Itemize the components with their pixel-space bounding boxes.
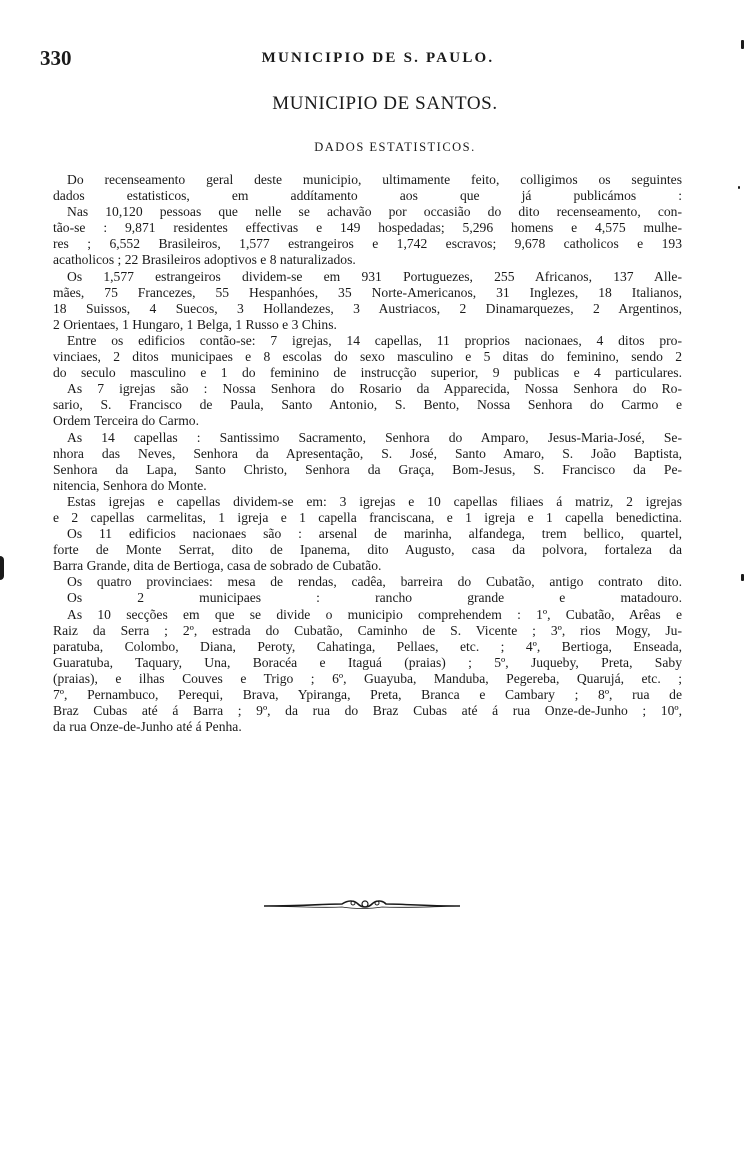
body-line: 2 Orientaes, 1 Hungaro, 1 Belga, 1 Russo e 3 Chins. [53,316,337,332]
section-subtitle: DADOS ESTATISTICOS. [314,140,476,154]
body-line: sario, S. Francisco de Paula, Santo Antonio, S. Bento, Nossa Senhora do Carmo e [53,397,682,413]
margin-speck [741,40,744,49]
section-title: MUNICIPIO DE SANTOS. [272,93,498,114]
body-line: 18 Suissos, 4 Suecos, 3 Hollandezes, 3 Austriacos, 2 Dinamarquezes, 2 Argentinos, [53,300,682,316]
body-line: paratuba, Colombo, Diana, Peroty, Cahatinga, Pellaes, etc. ; 4º, Bertioga, Enseada, [53,638,682,654]
body-line: Os 2 municipaes : rancho grande e matadouro. [67,590,682,606]
body-line: Os 11 edificios nacionaes são : arsenal de marinha, alfandega, trem bellico, quartel, [67,526,682,542]
body-line: Entre os edificios contão-se: 7 igrejas, 14 capellas, 11 proprios nacionaes, 4 ditos pro- [67,332,682,348]
body-line: Ordem Terceira do Carmo. [53,413,200,429]
body-line: mães, 75 Francezes, 55 Hespanhóes, 35 Norte-Americanos, 31 Inglezes, 18 Italianos, [53,284,682,300]
body-line: nhora das Neves, Senhora da Apresentação, S. José, Santo Amaro, S. João Baptista, [53,445,682,461]
body-line: Nas 10,120 pessoas que nelle se achavão por occasião do dito recenseamento, con- [67,204,682,220]
body-line: 7º, Pernambuco, Perequi, Brava, Ypiranga, Preta, Branca e Cambary ; 8º, rua de [53,687,682,702]
body-line: Guaratuba, Taquary, Una, Boracéa e Itaguá (praias) ; 5º, Juqueby, Preta, Saby [53,654,682,670]
body-line: da rua Onze-de-Junho até á Penha. [53,719,242,735]
body-line: As 10 secções em que se divide o municipio comprehendem : 1º, Cubatão, Arêas e [67,606,682,622]
body-line: Raiz da Serra ; 2º, estrada do Cubatão, Caminho de S. Vicente ; 3º, rios Mogy, Ju- [53,622,682,638]
body-line: dados estatisticos, em addítamento aos que já publicámos : [53,188,682,204]
body-line: Braz Cubas até á Barra ; 9º, da rua do Braz Cubas até á rua Onze-de-Junho ; 10º, [53,703,682,719]
body-line: forte de Monte Serrat, dito de Ipanema, dito Augusto, casa da polvora, fortaleza da [53,542,682,558]
body-line: Senhora da Lapa, Santo Christo, Senhora da Graça, Bom-Jesus, S. Francisco da Pe- [53,461,682,477]
margin-speck [0,556,4,580]
body-line: Os quatro provinciaes: mesa de rendas, cadêa, barreira do Cubatão, antigo contrato dito. [67,574,682,590]
body-line: Estas igrejas e capellas dividem-se em: 3 igrejas e 10 capellas filiaes á matriz, 2 igrejas [67,493,682,509]
body-line: As 7 igrejas são : Nossa Senhora do Rosario da Apparecida, Nossa Senhora do Ro- [67,381,682,397]
body-line: acatholicos ; 22 Brasileiros adoptivos e 8 naturalizados. [53,252,356,268]
body-line: Do recenseamento geral deste municipio, ultimamente feito, colligimos os seguintes [67,172,682,187]
ornament-rule-icon [264,894,460,916]
body-line: e 2 capellas carmelitas, 1 igreja e 1 capella franciscana, e 1 igreja e 1 capella benedictina. [53,509,682,525]
body-line: tão-se : 9,871 residentes effectivas e 149 hospedadas; 5,296 homens e 4,575 mulhe- [53,220,682,236]
margin-speck [741,574,744,581]
body-line: vinciaes, 2 ditos municipaes e 8 escolas do sexo masculino e 5 ditas do feminino, sendo 2 [53,349,682,365]
margin-speck [738,186,740,189]
body-line: nitencia, Senhora do Monte. [53,477,207,493]
body-text [53,172,682,735]
body-line: res ; 6,552 Brasileiros, 1,577 estrangeiros e 1,742 escravos; 9,678 catholicos e 193 [53,236,682,252]
body-line: (praias), e ilhas Couves e Trigo ; 6º, Guayuba, Manduba, Pegereba, Quarujá, etc. ; [53,670,682,686]
body-line: do seculo masculino e 1 do feminino de instrucção superior, 9 publicas e 4 particulares. [53,365,682,381]
page-number: 330 [40,46,72,70]
running-head: MUNICIPIO DE S. PAULO. [261,50,495,66]
body-line: Os 1,577 estrangeiros dividem-se em 931 Portuguezes, 255 Africanos, 137 Alle- [67,268,682,284]
body-line: As 14 capellas : Santissimo Sacramento, Senhora do Amparo, Jesus-Maria-José, Se- [67,429,682,445]
body-line: Barra Grande, dita de Bertioga, casa de sobrado de Cubatão. [53,558,382,574]
